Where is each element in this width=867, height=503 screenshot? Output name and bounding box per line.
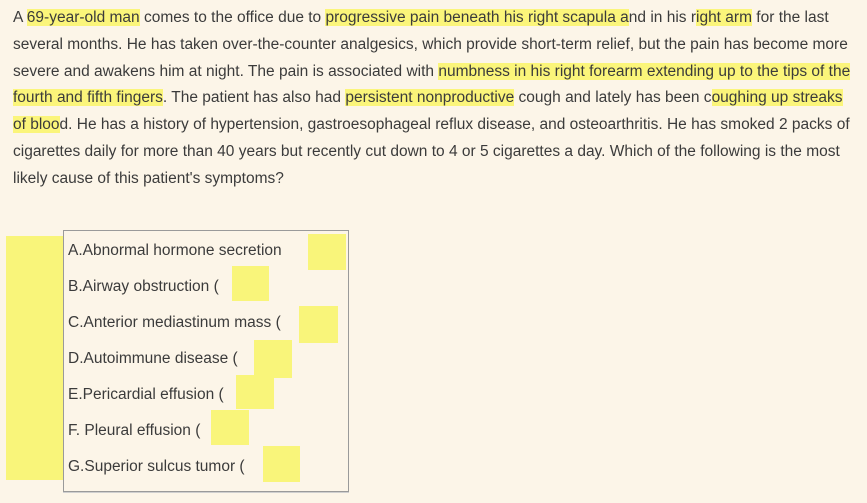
highlighted-text: 69-year-old man (26, 9, 140, 26)
choice-f[interactable] (68, 421, 200, 441)
redaction-block-a (308, 234, 346, 270)
stem-segment: for the last several months. He has taken over-the-counter analgesics, which provide short-term relief, but the pain has become more severe and awakens him at night. The pain is associated with (13, 9, 848, 80)
stem-segment: d. He has a history of hypertension, gastroesophageal reflux disease, and osteoarthritis. He has smoked 2 packs of cigarettes daily for more than 40 years but recently cut down to 4 or 5 cigarettes a day. Which of the following is the most likely cause of this patient's symptoms? (13, 116, 850, 187)
choice-label: E.Pericardial effusion ( (68, 386, 224, 403)
choice-label: C.Anterior mediastinum mass ( (68, 314, 281, 331)
choice-g[interactable] (68, 457, 245, 477)
choice-b[interactable] (68, 277, 219, 297)
highlighted-text: numbness in his right forearm extending up to the tips of the fourth and fifth fingers (13, 62, 851, 107)
highlighted-text: oughing up streaks of bloo (13, 89, 843, 134)
stem-segment: cough and lately has been c (514, 89, 712, 107)
choice-label: B.Airway obstruction ( (68, 278, 219, 295)
redaction-block-d (254, 340, 292, 378)
choice-c[interactable] (68, 313, 326, 333)
stem-segment: nd in his r (628, 9, 696, 26)
choice-d[interactable] (68, 349, 238, 369)
choice-label: A.Abnormal hormone secretion (68, 242, 282, 259)
redaction-block-f (211, 410, 249, 445)
redaction-block-c (299, 306, 338, 343)
redaction-block-left (6, 236, 63, 480)
redaction-block-b (232, 266, 269, 301)
highlighted-text: persistent nonproductive (345, 89, 515, 107)
highlighted-text: ight arm (696, 9, 752, 26)
choice-label: D.Autoimmune disease ( (68, 350, 238, 367)
choice-label: G.Superior sulcus tumor ( (68, 458, 245, 475)
stem-segment: . The patient has also had (162, 89, 346, 107)
stem-segment: A (13, 9, 27, 26)
choice-a[interactable] (68, 241, 282, 261)
question-stem (13, 5, 859, 193)
choice-e[interactable] (68, 385, 224, 405)
redaction-block-e (236, 375, 274, 409)
choice-label: F. Pleural effusion ( (68, 422, 201, 439)
highlighted-text: progressive pain beneath his right scapula a (325, 9, 629, 26)
answer-choices (63, 230, 349, 492)
stem-segment: comes to the office due to (139, 9, 326, 26)
redaction-block-g (263, 446, 300, 482)
